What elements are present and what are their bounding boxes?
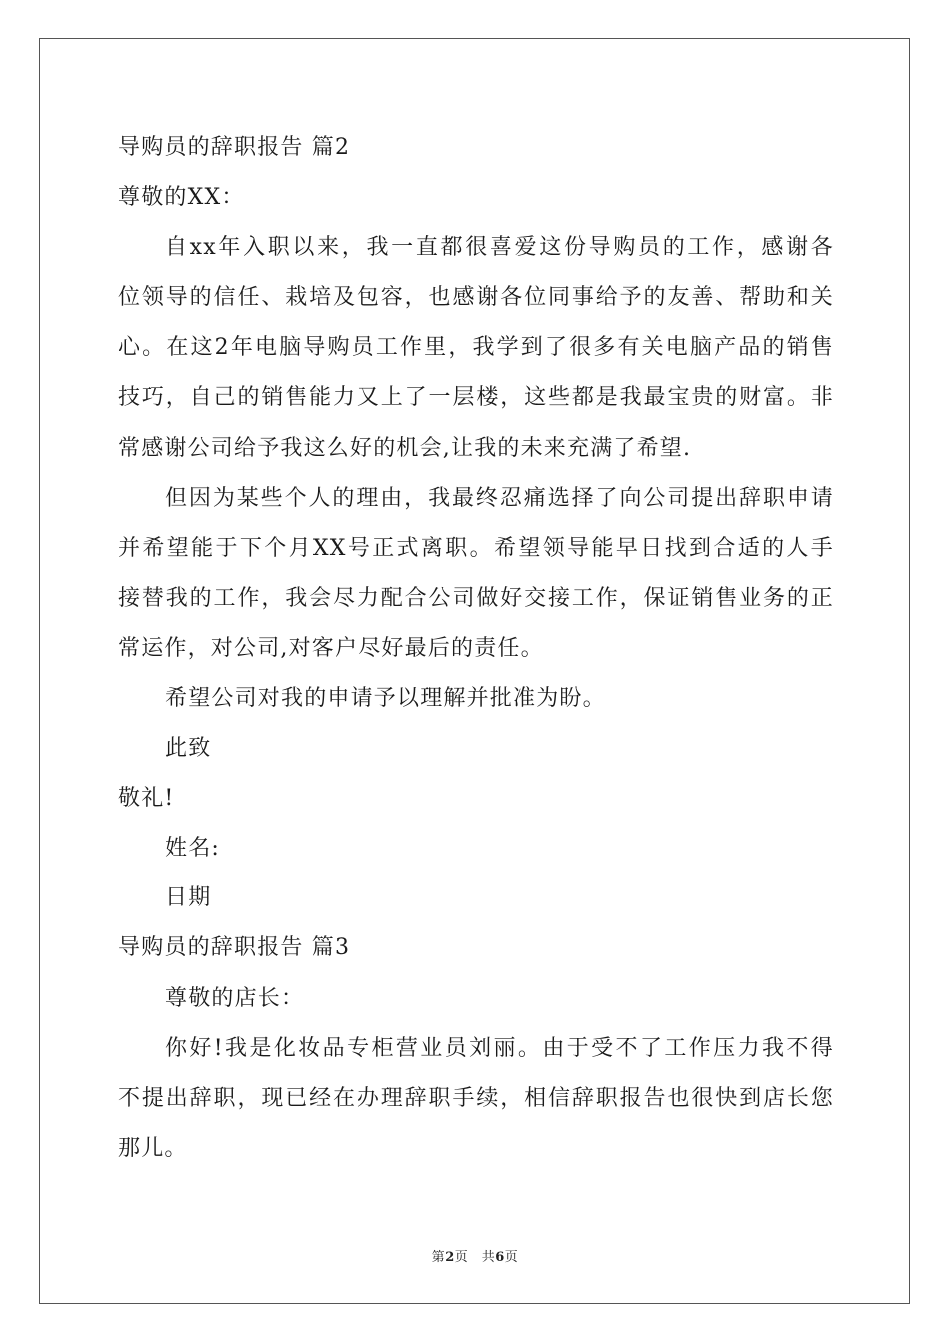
section2-p1-line: 技巧，自己的销售能力又上了一层楼，这些都是我最宝贵的财富。非	[118, 385, 834, 410]
closing-jing-li: 敬礼!	[118, 786, 175, 811]
footer-current-page: 2	[445, 1250, 455, 1265]
section2-p2-line: 常运作，对公司,对客户尽好最后的责任。	[118, 636, 544, 661]
section2-p1-line: 自xx年入职以来，我一直都很喜爱这份导购员的工作，感谢各	[165, 235, 834, 260]
closing-ci-zhi: 此致	[165, 736, 212, 761]
section2-title: 导购员的辞职报告 篇2	[118, 135, 351, 160]
date-label: 日期	[165, 885, 212, 910]
page-border	[39, 38, 910, 1304]
section3-p1-line: 不提出辞职，现已经在办理辞职手续，相信辞职报告也很快到店长您	[118, 1086, 834, 1111]
footer-suffix: 页	[504, 1250, 519, 1265]
section2-p2-line: 并希望能于下个月XX号正式离职。希望领导能早日找到合适的人手	[118, 536, 834, 561]
section3-p1-line: 那儿。	[118, 1136, 188, 1161]
name-label: 姓名:	[165, 836, 221, 861]
section3-p1-line: 你好!我是化妆品专柜营业员刘丽。由于受不了工作压力我不得	[165, 1036, 834, 1061]
section3-salutation: 尊敬的店长：	[165, 986, 305, 1011]
page-footer	[0, 1246, 950, 1265]
section2-p3: 希望公司对我的申请予以理解并批准为盼。	[165, 686, 606, 711]
section2-p2-line: 接替我的工作，我会尽力配合公司做好交接工作，保证销售业务的正	[118, 586, 834, 611]
section2-p2-line: 但因为某些个人的理由，我最终忍痛选择了向公司提出辞职申请	[165, 486, 834, 511]
section2-p1-line: 常感谢公司给予我这么好的机会,让我的未来充满了希望.	[118, 436, 692, 461]
footer-prefix: 第	[431, 1250, 446, 1265]
section2-p1-line: 心。在这2年电脑导购员工作里，我学到了很多有关电脑产品的销售	[118, 335, 834, 360]
section3-title: 导购员的辞职报告 篇3	[118, 935, 351, 960]
footer-total-pages: 6	[495, 1250, 505, 1265]
section2-p1-line: 位领导的信任、栽培及包容，也感谢各位同事给予的友善、帮助和关	[118, 285, 834, 310]
footer-mid: 页 共	[454, 1250, 496, 1265]
section2-salutation: 尊敬的XX：	[118, 185, 245, 210]
